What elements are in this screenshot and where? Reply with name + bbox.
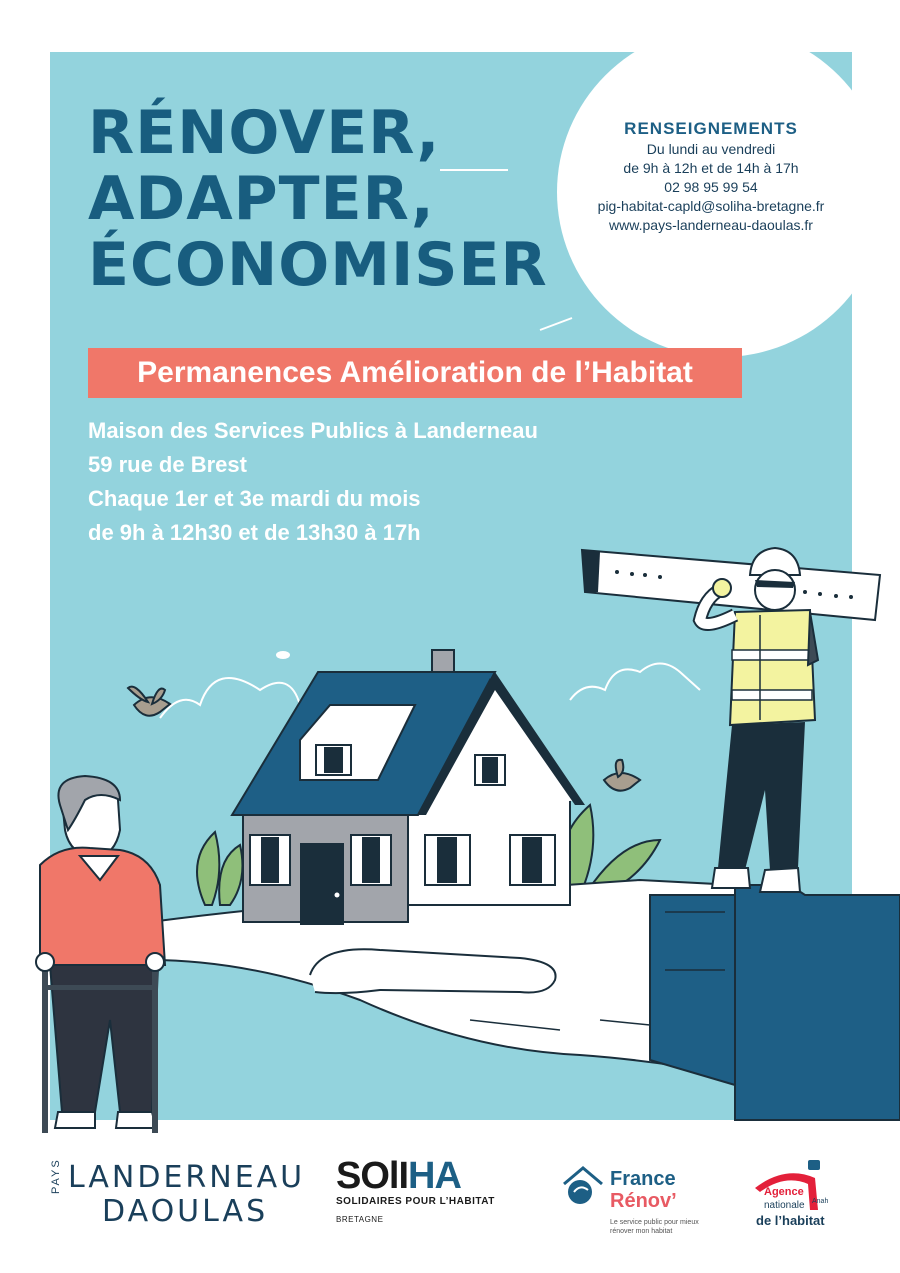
house-icon [232, 650, 585, 925]
anah-line2: nationale [764, 1200, 805, 1211]
plant-left-icon [197, 832, 242, 905]
address-place: Maison des Services Publics à Landerneau [88, 418, 538, 443]
france-renov-house-icon [560, 1162, 606, 1208]
soliha-region: BRETAGNE [336, 1215, 384, 1224]
info-email[interactable]: pig-habitat-capld@soliha-bretagne.fr [597, 198, 825, 214]
anah-line3: de l’habitat [756, 1213, 825, 1228]
info-website[interactable]: www.pays-landerneau-daoulas.fr [609, 217, 813, 233]
france-renov-tagline: Le service public pour mieux rénover mon habitat [610, 1219, 699, 1235]
address-street: 59 rue de Brest [88, 452, 247, 477]
contact-info [570, 118, 852, 235]
logo-soliha [336, 1156, 496, 1246]
cloud-dot [276, 651, 290, 659]
worker-icon [582, 548, 880, 892]
france-renov-line2: Rénov’ [610, 1190, 677, 1212]
bird-right-icon [604, 760, 640, 791]
soliha-name-a: SOlI [336, 1155, 409, 1197]
headline [88, 100, 548, 298]
address-hours: de 9h à 12h30 et de 13h30 à 17h [88, 520, 421, 545]
soliha-wordmark [336, 1156, 496, 1196]
france-renov-line1: France [610, 1168, 676, 1190]
logo-pays-small: PAYS [50, 1158, 62, 1194]
logo-france-renov [560, 1162, 710, 1252]
address-block [88, 414, 538, 550]
permanences-banner: Permanences Amélioration de l’Habitat [88, 348, 742, 398]
anah-line1: Agence [764, 1186, 804, 1198]
logo-pays-line2: DAOULAS [102, 1194, 269, 1229]
hand-icon [150, 880, 735, 1075]
elderly-man-icon [36, 776, 165, 1133]
logo-anah [750, 1160, 860, 1250]
info-phone[interactable]: 02 98 95 99 54 [664, 179, 758, 195]
headline-line-2: ADAPTER, [88, 164, 435, 234]
logo-pays-line1: LANDERNEAU [68, 1160, 306, 1195]
info-title: RENSEIGNEMENTS [624, 119, 798, 138]
cloud-right [570, 664, 700, 701]
info-hours: de 9h à 12h et de 14h à 17h [623, 160, 799, 176]
anah-acronym: Anah [812, 1198, 829, 1205]
logo-pays-landerneau-daoulas [50, 1158, 306, 1240]
logos-footer [0, 1140, 900, 1273]
soliha-name-b: HA [408, 1155, 461, 1197]
headline-line-3: ÉCONOMISER [88, 230, 548, 300]
address-schedule: Chaque 1er et 3e mardi du mois [88, 486, 421, 511]
info-days: Du lundi au vendredi [646, 141, 776, 157]
bird-left-icon [128, 687, 170, 716]
sleeve-icon [650, 885, 900, 1120]
headline-line-1: RÉNOVER, [88, 98, 441, 168]
soliha-tagline: SOLIDAIRES POUR L’HABITAT [336, 1196, 495, 1207]
